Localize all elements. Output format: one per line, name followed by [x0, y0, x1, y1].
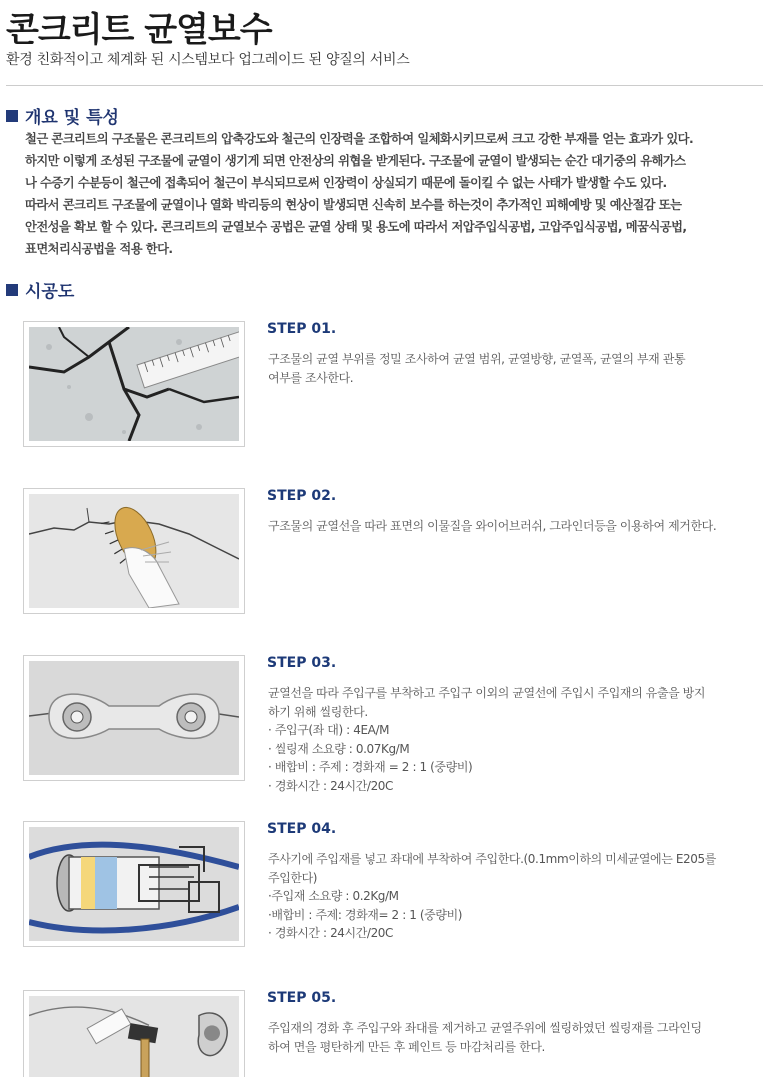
step-4-line: ·주입재 소요량 : 0.2Kg/M: [268, 889, 399, 903]
page-subtitle: 환경 친화적이고 체계화 된 시스템보다 업그레이드 된 양질의 서비스: [6, 52, 410, 68]
step-4-line: · 경화시간 : 24시간/20C: [268, 926, 394, 940]
step-1-label: STEP 01.: [267, 321, 337, 337]
step-3-line: · 배합비 : 주제 : 경화재 = 2 : 1 (중량비): [268, 760, 473, 774]
overview-line: 하지만 이렇게 조성된 구조물에 균열이 생기게 되면 안전상의 위협을 받게된다. 구조물에 균열이 발생되는 순간 대기중의 유해가스: [25, 154, 686, 168]
overview-body: [25, 128, 765, 260]
square-bullet-icon: [6, 110, 18, 122]
step-1-image-frame: [23, 321, 245, 447]
step-1-description: [268, 350, 685, 387]
process-heading: 시공도: [25, 282, 75, 302]
wire-brush-cleaning-illustration: [29, 494, 239, 608]
overview-line: 표면처리식공법을 적용 한다.: [25, 242, 173, 256]
step-5-line: 하여 면을 평탄하게 만든 후 페인트 등 마감처리를 한다.: [268, 1039, 545, 1054]
step-2-description: [268, 517, 716, 536]
step-3-image-frame: [23, 655, 245, 781]
step-5-label: STEP 05.: [267, 990, 337, 1006]
overview-line: 나 수증기 수분등이 철근에 접촉되어 철근이 부식되므로써 인장력이 상실되기 때문에 돌이킬 수 없는 사태가 발생할 수도 있다.: [25, 176, 667, 190]
step-5: [23, 990, 769, 1077]
injection-syringe-illustration: [29, 827, 239, 941]
step-5-image-frame: [23, 990, 245, 1077]
overview-heading: 개요 및 특성: [25, 108, 119, 128]
overview-heading-row: [6, 103, 119, 128]
injection-port-sealing-illustration: [29, 661, 239, 775]
step-4-image-frame: [23, 821, 245, 947]
step-5-line: 주입재의 경화 후 주입구와 좌대를 제거하고 균열주위에 씰링하였던 씰링재를 그라인딩: [268, 1021, 702, 1035]
overview-line: 철근 콘크리트의 구조물은 콘크리트의 압축강도와 철근의 인장력을 조합하여 일체화시키므로써 크고 강한 부재를 얻는 효과가 있다.: [25, 132, 694, 146]
step-1-line: 구조물의 균열 부위를 정밀 조사하여 균열 범위, 균열방향, 균열폭, 균열의 부재 관통: [268, 352, 686, 366]
square-bullet-icon: [6, 284, 18, 296]
step-2-image-frame: [23, 488, 245, 614]
process-heading-row: [6, 277, 74, 302]
step-2-label: STEP 02.: [267, 488, 337, 504]
step-3-line: 하기 위해 씰링한다.: [268, 704, 368, 719]
step-3-line: · 경화시간 : 24시간/20C: [268, 778, 394, 793]
overview-line: 따라서 콘크리트 구조물에 균열이나 열화 박리등의 현상이 발생되면 신속히 보수를 하는것이 추가적인 피해예방 및 예산절감 또는: [25, 198, 682, 212]
step-5-description: [268, 1019, 702, 1056]
step-3: [23, 655, 769, 793]
step-4-line: 주입한다): [268, 870, 318, 885]
step-3-line: 균열선을 따라 주입구를 부착하고 주입구 이외의 균열선에 주입시 주입재의 유출을 방지: [268, 686, 706, 700]
step-1-line: 여부를 조사한다.: [268, 370, 354, 385]
step-4-label: STEP 04.: [267, 821, 337, 837]
step-4-description: [268, 850, 716, 943]
step-4: [23, 821, 769, 951]
step-3-line: · 씰링재 소요량 : 0.07Kg/M: [268, 741, 410, 756]
page-title: 콘크리트 균열보수: [6, 10, 272, 50]
step-3-label: STEP 03.: [267, 655, 337, 671]
crack-inspection-illustration: [29, 327, 239, 441]
step-2-line: 구조물의 균열선을 따라 표면의 이물질을 와이어브러쉬, 그라인더등을 이용하여 제거한다.: [268, 519, 717, 533]
step-4-line: 주사기에 주입재를 넣고 좌대에 부착하여 주입한다.(0.1mm이하의 미세균열에는 E205를: [268, 852, 716, 866]
overview-line: 안전성을 확보 할 수 있다. 콘크리트의 균열보수 공법은 균열 상태 및 용도에 따라서 저압주입식공법, 고압주입식공법, 메꿈식공법,: [25, 220, 687, 234]
step-3-line: · 주입구(좌 대) : 4EA/M: [268, 723, 390, 737]
step-3-description: [268, 684, 705, 795]
step-1: [23, 321, 769, 451]
step-2: [23, 488, 769, 618]
step-4-line: ·배합비 : 주제: 경화재= 2 : 1 (중량비): [268, 907, 463, 922]
title-divider: [6, 85, 763, 86]
grinding-finish-illustration: [29, 996, 239, 1077]
